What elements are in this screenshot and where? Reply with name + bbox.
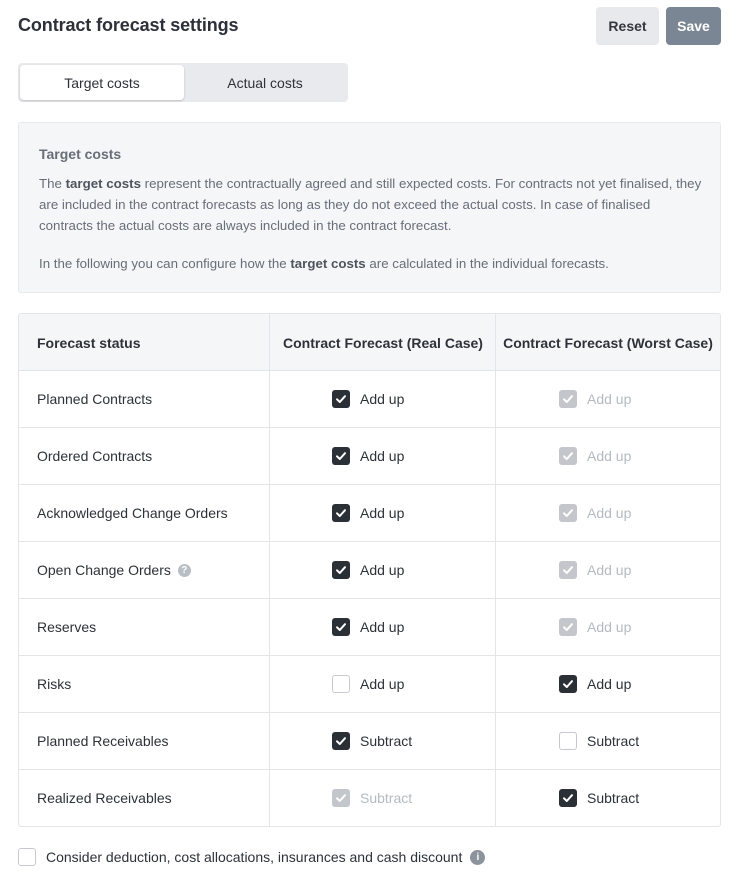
real-case-checkbox[interactable] xyxy=(332,675,350,693)
table-row-open-change-orders xyxy=(19,542,720,599)
table-header xyxy=(19,314,720,371)
worst-case-option-label: Add up xyxy=(587,676,632,692)
real-case-option xyxy=(332,770,412,826)
real-case-checkbox[interactable] xyxy=(332,561,350,579)
column-divider xyxy=(269,314,270,827)
page-title: Contract forecast settings xyxy=(18,15,239,35)
checkmark-icon xyxy=(335,564,347,576)
real-case-option-label: Add up xyxy=(360,619,405,635)
real-case-option-label: Subtract xyxy=(360,790,413,806)
real-case-option[interactable] xyxy=(332,428,404,484)
worst-case-option[interactable] xyxy=(559,770,639,826)
checkmark-icon xyxy=(562,507,574,519)
row-label-text: Realized Receivables xyxy=(37,790,172,806)
real-case-checkbox[interactable] xyxy=(332,618,350,636)
real-case-option[interactable] xyxy=(332,542,404,598)
info-paragraph-1: The target costs represent the contractually agreed and still expected costs. For contracts not yet finalised, they are included in the contract forecasts as long as they do not exceed the actual costs. In case of finalised contracts the actual costs are always included in the contract forecast. xyxy=(39,176,702,233)
save-button[interactable]: Save xyxy=(666,7,721,45)
consider-deduction-checkbox[interactable] xyxy=(18,848,36,866)
checkmark-icon xyxy=(562,678,574,690)
worst-case-checkbox[interactable] xyxy=(559,732,577,750)
row-label xyxy=(37,599,96,655)
checkmark-icon xyxy=(335,735,347,747)
real-case-option[interactable] xyxy=(332,599,404,655)
checkmark-icon xyxy=(335,621,347,633)
cost-type-tabs xyxy=(18,63,348,102)
worst-case-option-label: Add up xyxy=(587,391,632,407)
real-case-option[interactable] xyxy=(332,485,404,541)
worst-case-option-label: Add up xyxy=(587,505,632,521)
row-label-text: Open Change Orders xyxy=(37,562,171,578)
worst-case-option[interactable] xyxy=(559,713,639,769)
column-header-forecast-status: Forecast status xyxy=(37,334,141,351)
worst-case-option-label: Add up xyxy=(587,448,632,464)
table-row-realized-receivables xyxy=(19,770,720,827)
row-label xyxy=(37,485,228,541)
info-panel xyxy=(18,122,721,293)
table-row-planned-receivables xyxy=(19,713,720,770)
checkmark-icon xyxy=(335,393,347,405)
row-label xyxy=(37,542,191,598)
worst-case-option xyxy=(559,371,631,427)
worst-case-checkbox xyxy=(559,504,577,522)
row-label xyxy=(37,770,172,826)
tab-target-costs[interactable]: Target costs xyxy=(20,65,184,100)
real-case-option-label: Subtract xyxy=(360,733,413,749)
checkmark-icon xyxy=(562,792,574,804)
worst-case-checkbox xyxy=(559,618,577,636)
row-label-text: Acknowledged Change Orders xyxy=(37,505,228,521)
real-case-checkbox[interactable] xyxy=(332,390,350,408)
real-case-option[interactable] xyxy=(332,713,412,769)
worst-case-checkbox[interactable] xyxy=(559,789,577,807)
info-paragraph-2: In the following you can configure how the target costs are calculated in the individual forecasts. xyxy=(39,256,609,271)
consider-deduction-label: Consider deduction, cost allocations, insurances and cash discount xyxy=(46,849,463,865)
real-case-option-label: Add up xyxy=(360,448,405,464)
table-row-risks xyxy=(19,656,720,713)
worst-case-option xyxy=(559,428,631,484)
info-circle-icon[interactable]: i xyxy=(470,850,485,865)
table-row-acknowledged-change-orders xyxy=(19,485,720,542)
checkmark-icon xyxy=(335,450,347,462)
worst-case-checkbox xyxy=(559,561,577,579)
real-case-option-label: Add up xyxy=(360,391,405,407)
reset-button[interactable]: Reset xyxy=(596,7,659,45)
worst-case-checkbox xyxy=(559,447,577,465)
question-circle-icon[interactable]: ? xyxy=(178,564,191,577)
row-label xyxy=(37,656,71,712)
row-label-text: Reserves xyxy=(37,619,97,635)
table-row-planned-contracts xyxy=(19,371,720,428)
row-label xyxy=(37,371,152,427)
worst-case-option-label: Subtract xyxy=(587,790,640,806)
checkmark-icon xyxy=(562,450,574,462)
checkmark-icon xyxy=(335,507,347,519)
column-divider xyxy=(495,314,496,827)
worst-case-checkbox[interactable] xyxy=(559,675,577,693)
worst-case-option-label: Add up xyxy=(587,619,632,635)
worst-case-option-label: Add up xyxy=(587,562,632,578)
row-label-text: Planned Contracts xyxy=(37,391,153,407)
tab-actual-costs[interactable]: Actual costs xyxy=(227,74,303,91)
real-case-option-label: Add up xyxy=(360,505,405,521)
worst-case-option-label: Subtract xyxy=(587,733,640,749)
worst-case-option[interactable] xyxy=(559,656,631,712)
worst-case-option xyxy=(559,542,631,598)
table-row-reserves xyxy=(19,599,720,656)
worst-case-checkbox xyxy=(559,390,577,408)
worst-case-option xyxy=(559,485,631,541)
checkmark-icon xyxy=(562,621,574,633)
info-title: Target costs xyxy=(39,146,122,162)
table-row-ordered-contracts xyxy=(19,428,720,485)
row-label xyxy=(37,428,152,484)
real-case-checkbox[interactable] xyxy=(332,732,350,750)
row-label xyxy=(37,713,169,769)
column-header-worst-case: Contract Forecast (Worst Case) xyxy=(503,334,713,351)
real-case-option[interactable] xyxy=(332,656,404,712)
real-case-option[interactable] xyxy=(332,371,404,427)
real-case-checkbox[interactable] xyxy=(332,504,350,522)
page-header xyxy=(18,0,721,52)
checkmark-icon xyxy=(335,792,347,804)
row-label-text: Planned Receivables xyxy=(37,733,169,749)
real-case-checkbox xyxy=(332,789,350,807)
row-label-text: Risks xyxy=(37,676,72,692)
forecast-settings-table xyxy=(18,313,721,827)
checkmark-icon xyxy=(562,564,574,576)
real-case-checkbox[interactable] xyxy=(332,447,350,465)
consider-deduction-option[interactable] xyxy=(18,847,485,867)
real-case-option-label: Add up xyxy=(360,562,405,578)
worst-case-option xyxy=(559,599,631,655)
checkmark-icon xyxy=(562,393,574,405)
column-header-real-case: Contract Forecast (Real Case) xyxy=(283,334,483,351)
real-case-option-label: Add up xyxy=(360,676,405,692)
row-label-text: Ordered Contracts xyxy=(37,448,153,464)
